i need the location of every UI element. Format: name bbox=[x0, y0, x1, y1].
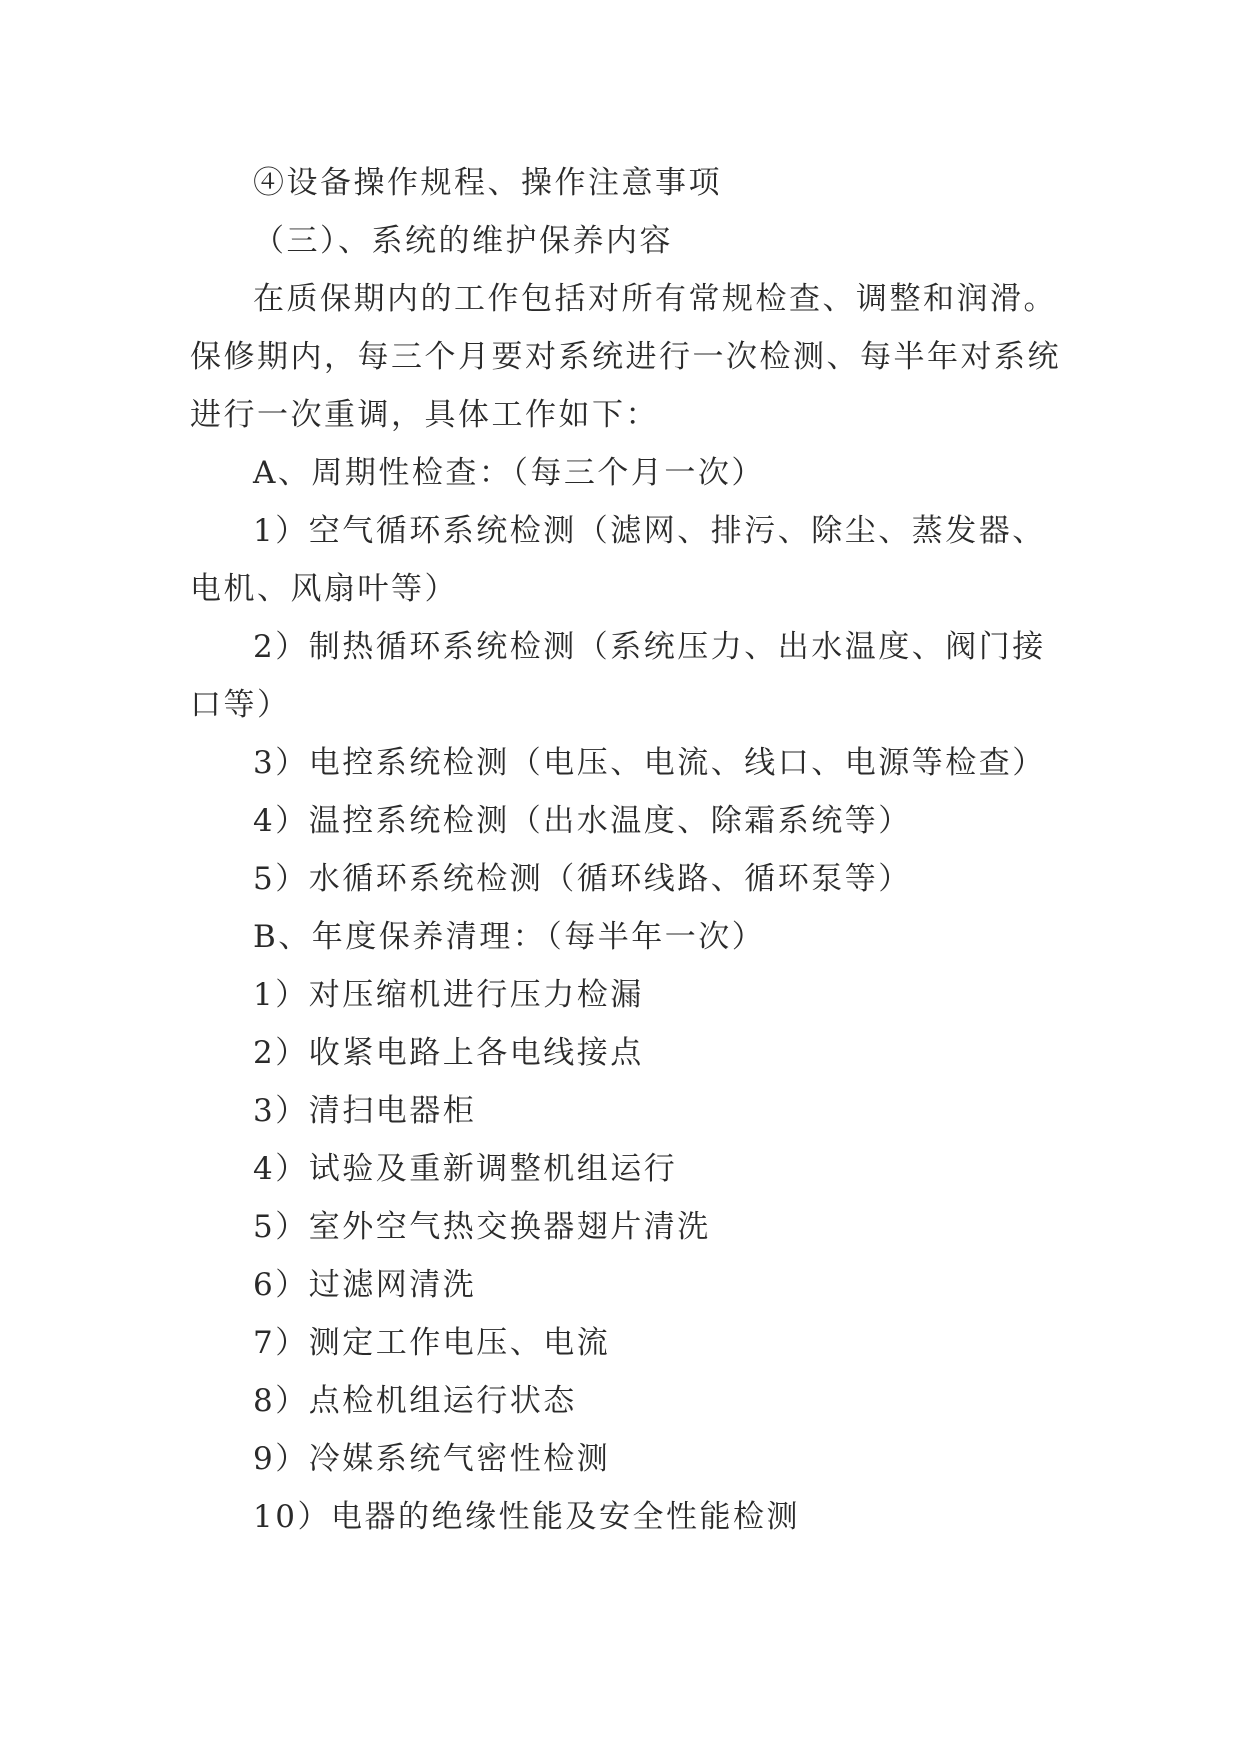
text-line: 进行一次重调，具体工作如下： bbox=[190, 397, 659, 433]
list-item: 5）水循环系统检测（循环线路、循环泵等） bbox=[253, 861, 912, 897]
list-item: 2）制热循环系统检测（系统压力、出水温度、阀门接 bbox=[253, 629, 1046, 665]
list-item-continuation: 电机、风扇叶等） bbox=[190, 571, 458, 607]
text-line: ④设备操作规程、操作注意事项 bbox=[253, 165, 722, 201]
list-item: 1）空气循环系统检测（滤网、排污、除尘、蒸发器、 bbox=[253, 513, 1046, 549]
list-item: 2）收紧电路上各电线接点 bbox=[253, 1035, 644, 1071]
list-item: 5）室外空气热交换器翅片清洗 bbox=[253, 1209, 711, 1245]
list-item-continuation: 口等） bbox=[190, 687, 291, 723]
list-item: 7）测定工作电压、电流 bbox=[253, 1325, 611, 1361]
list-item: 10）电器的绝缘性能及安全性能检测 bbox=[253, 1499, 800, 1535]
list-item: 8）点检机组运行状态 bbox=[253, 1383, 577, 1419]
list-item: 6）过滤网清洗 bbox=[253, 1267, 477, 1303]
list-item: 4）温控系统检测（出水温度、除霜系统等） bbox=[253, 803, 912, 839]
list-item: 1）对压缩机进行压力检漏 bbox=[253, 977, 644, 1013]
subsection-heading: B、年度保养清理：（每半年一次） bbox=[253, 919, 766, 955]
list-item: 3）电控系统检测（电压、电流、线口、电源等检查） bbox=[253, 745, 1046, 781]
subsection-heading: A、周期性检查：（每三个月一次） bbox=[253, 455, 765, 491]
section-heading: （三）、系统的维护保养内容 bbox=[253, 223, 673, 259]
list-item: 9）冷媒系统气密性检测 bbox=[253, 1441, 611, 1477]
text-line: 在质保期内的工作包括对所有常规检查、调整和润滑。 bbox=[253, 281, 1057, 317]
list-item: 4）试验及重新调整机组运行 bbox=[253, 1151, 678, 1187]
list-item: 3）清扫电器柜 bbox=[253, 1093, 477, 1129]
text-line: 保修期内，每三个月要对系统进行一次检测、每半年对系统 bbox=[190, 339, 1061, 375]
